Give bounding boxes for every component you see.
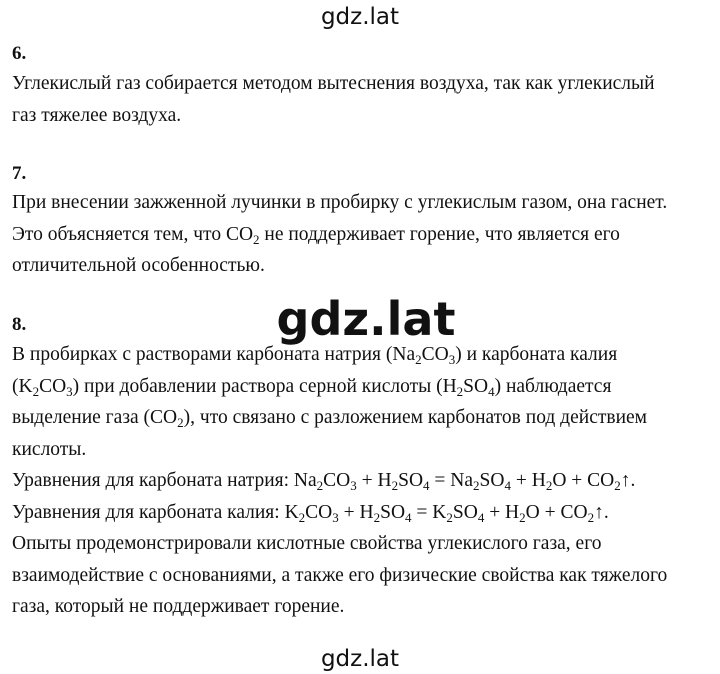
subscript: 2 [614, 478, 621, 493]
text: O + CO [525, 501, 588, 523]
text: SO [479, 470, 505, 491]
equation-potassium-carbonate [12, 497, 712, 529]
text: ) и карбоната калия [455, 344, 618, 365]
text: SO [452, 501, 478, 523]
subscript: 3 [350, 478, 357, 493]
text: CO [323, 470, 351, 491]
subscript: 3 [448, 352, 456, 367]
text: = K [411, 501, 447, 523]
subscript: 2 [587, 509, 595, 525]
subscript: 2 [373, 509, 381, 525]
subscript: 2 [456, 383, 464, 399]
text: CO [39, 375, 67, 397]
text: CO [305, 501, 333, 523]
subscript: 4 [504, 478, 511, 493]
text: + H [338, 501, 374, 523]
watermark-middle: gdz.lat [276, 292, 456, 346]
subscript: 4 [477, 509, 485, 525]
text: Это объясняется тем, что CO [12, 223, 254, 245]
answer-line: отличительной особенностью. [12, 255, 265, 276]
question-6-number: 6. [12, 43, 27, 64]
answer-line: газ тяжелее воздуха. [12, 104, 182, 126]
answer-line: газа, который не поддерживает горение. [12, 596, 345, 617]
subscript: 2 [316, 478, 324, 493]
answer-line [12, 402, 712, 434]
answer-line: взаимодействие с основаниями, а также его физические свойства как тяжелого [12, 564, 668, 586]
text: ) при добавлении раствора серной кислоты (H [72, 375, 457, 397]
text: ↑. [620, 470, 636, 491]
subscript: 2 [473, 478, 480, 493]
subscript: 2 [415, 352, 422, 367]
text: (K [12, 375, 33, 397]
answer-line: При внесении зажженной лучинки в пробирку с углекислым газом, она гаснет. [12, 192, 668, 213]
question-7-number: 7. [12, 163, 27, 184]
subscript: 2 [545, 478, 553, 493]
subscript: 3 [66, 383, 73, 399]
subscript: 2 [446, 509, 453, 525]
question-8-number: 8. [12, 314, 27, 335]
subscript: 4 [405, 509, 412, 525]
text: + H [484, 501, 520, 523]
answer-line [12, 219, 712, 251]
text: В пробирках с растворами карбоната натрия (Na [12, 344, 416, 365]
watermark-bottom: gdz.lat [320, 646, 400, 672]
text: = Na [429, 470, 474, 491]
subscript: 2 [253, 231, 260, 247]
text: + H [356, 470, 392, 491]
subscript: 3 [332, 509, 339, 525]
subscript: 2 [177, 415, 184, 430]
text: + H [510, 470, 546, 491]
subscript: 4 [423, 478, 430, 493]
answer-line [12, 371, 712, 403]
text: SO [380, 501, 406, 523]
text: ↑. [594, 501, 609, 523]
subscript: 2 [32, 383, 40, 399]
answer-line: Углекислый газ собирается методом вытеснения воздуха, так как углекислый [12, 73, 655, 94]
text: SO [463, 375, 489, 397]
text: CO [421, 344, 449, 365]
text: выделение газа (CO [12, 407, 178, 428]
watermark-top: gdz.lat [320, 4, 400, 30]
text: Уравнения для карбоната натрия: Na [12, 470, 317, 491]
text: Уравнения для карбоната калия: K [12, 501, 299, 523]
subscript: 2 [391, 478, 399, 493]
text: SO [398, 470, 424, 491]
text: не поддерживает горение, что является его [259, 223, 620, 245]
text: ), что связано с разложением карбонатов под действием [183, 407, 648, 428]
subscript: 2 [298, 509, 306, 525]
subscript: 4 [488, 383, 495, 399]
text: ) наблюдается [494, 375, 612, 397]
question-7-answer [12, 187, 712, 282]
subscript: 2 [519, 509, 526, 525]
question-8-answer [12, 339, 712, 623]
answer-line: кислоты. [12, 438, 87, 460]
question-6-answer [12, 68, 712, 131]
text: O + CO [552, 470, 615, 491]
answer-line: Опыты продемонстрировали кислотные свойства углекислого газа, его [12, 533, 602, 554]
equation-sodium-carbonate [12, 465, 712, 497]
